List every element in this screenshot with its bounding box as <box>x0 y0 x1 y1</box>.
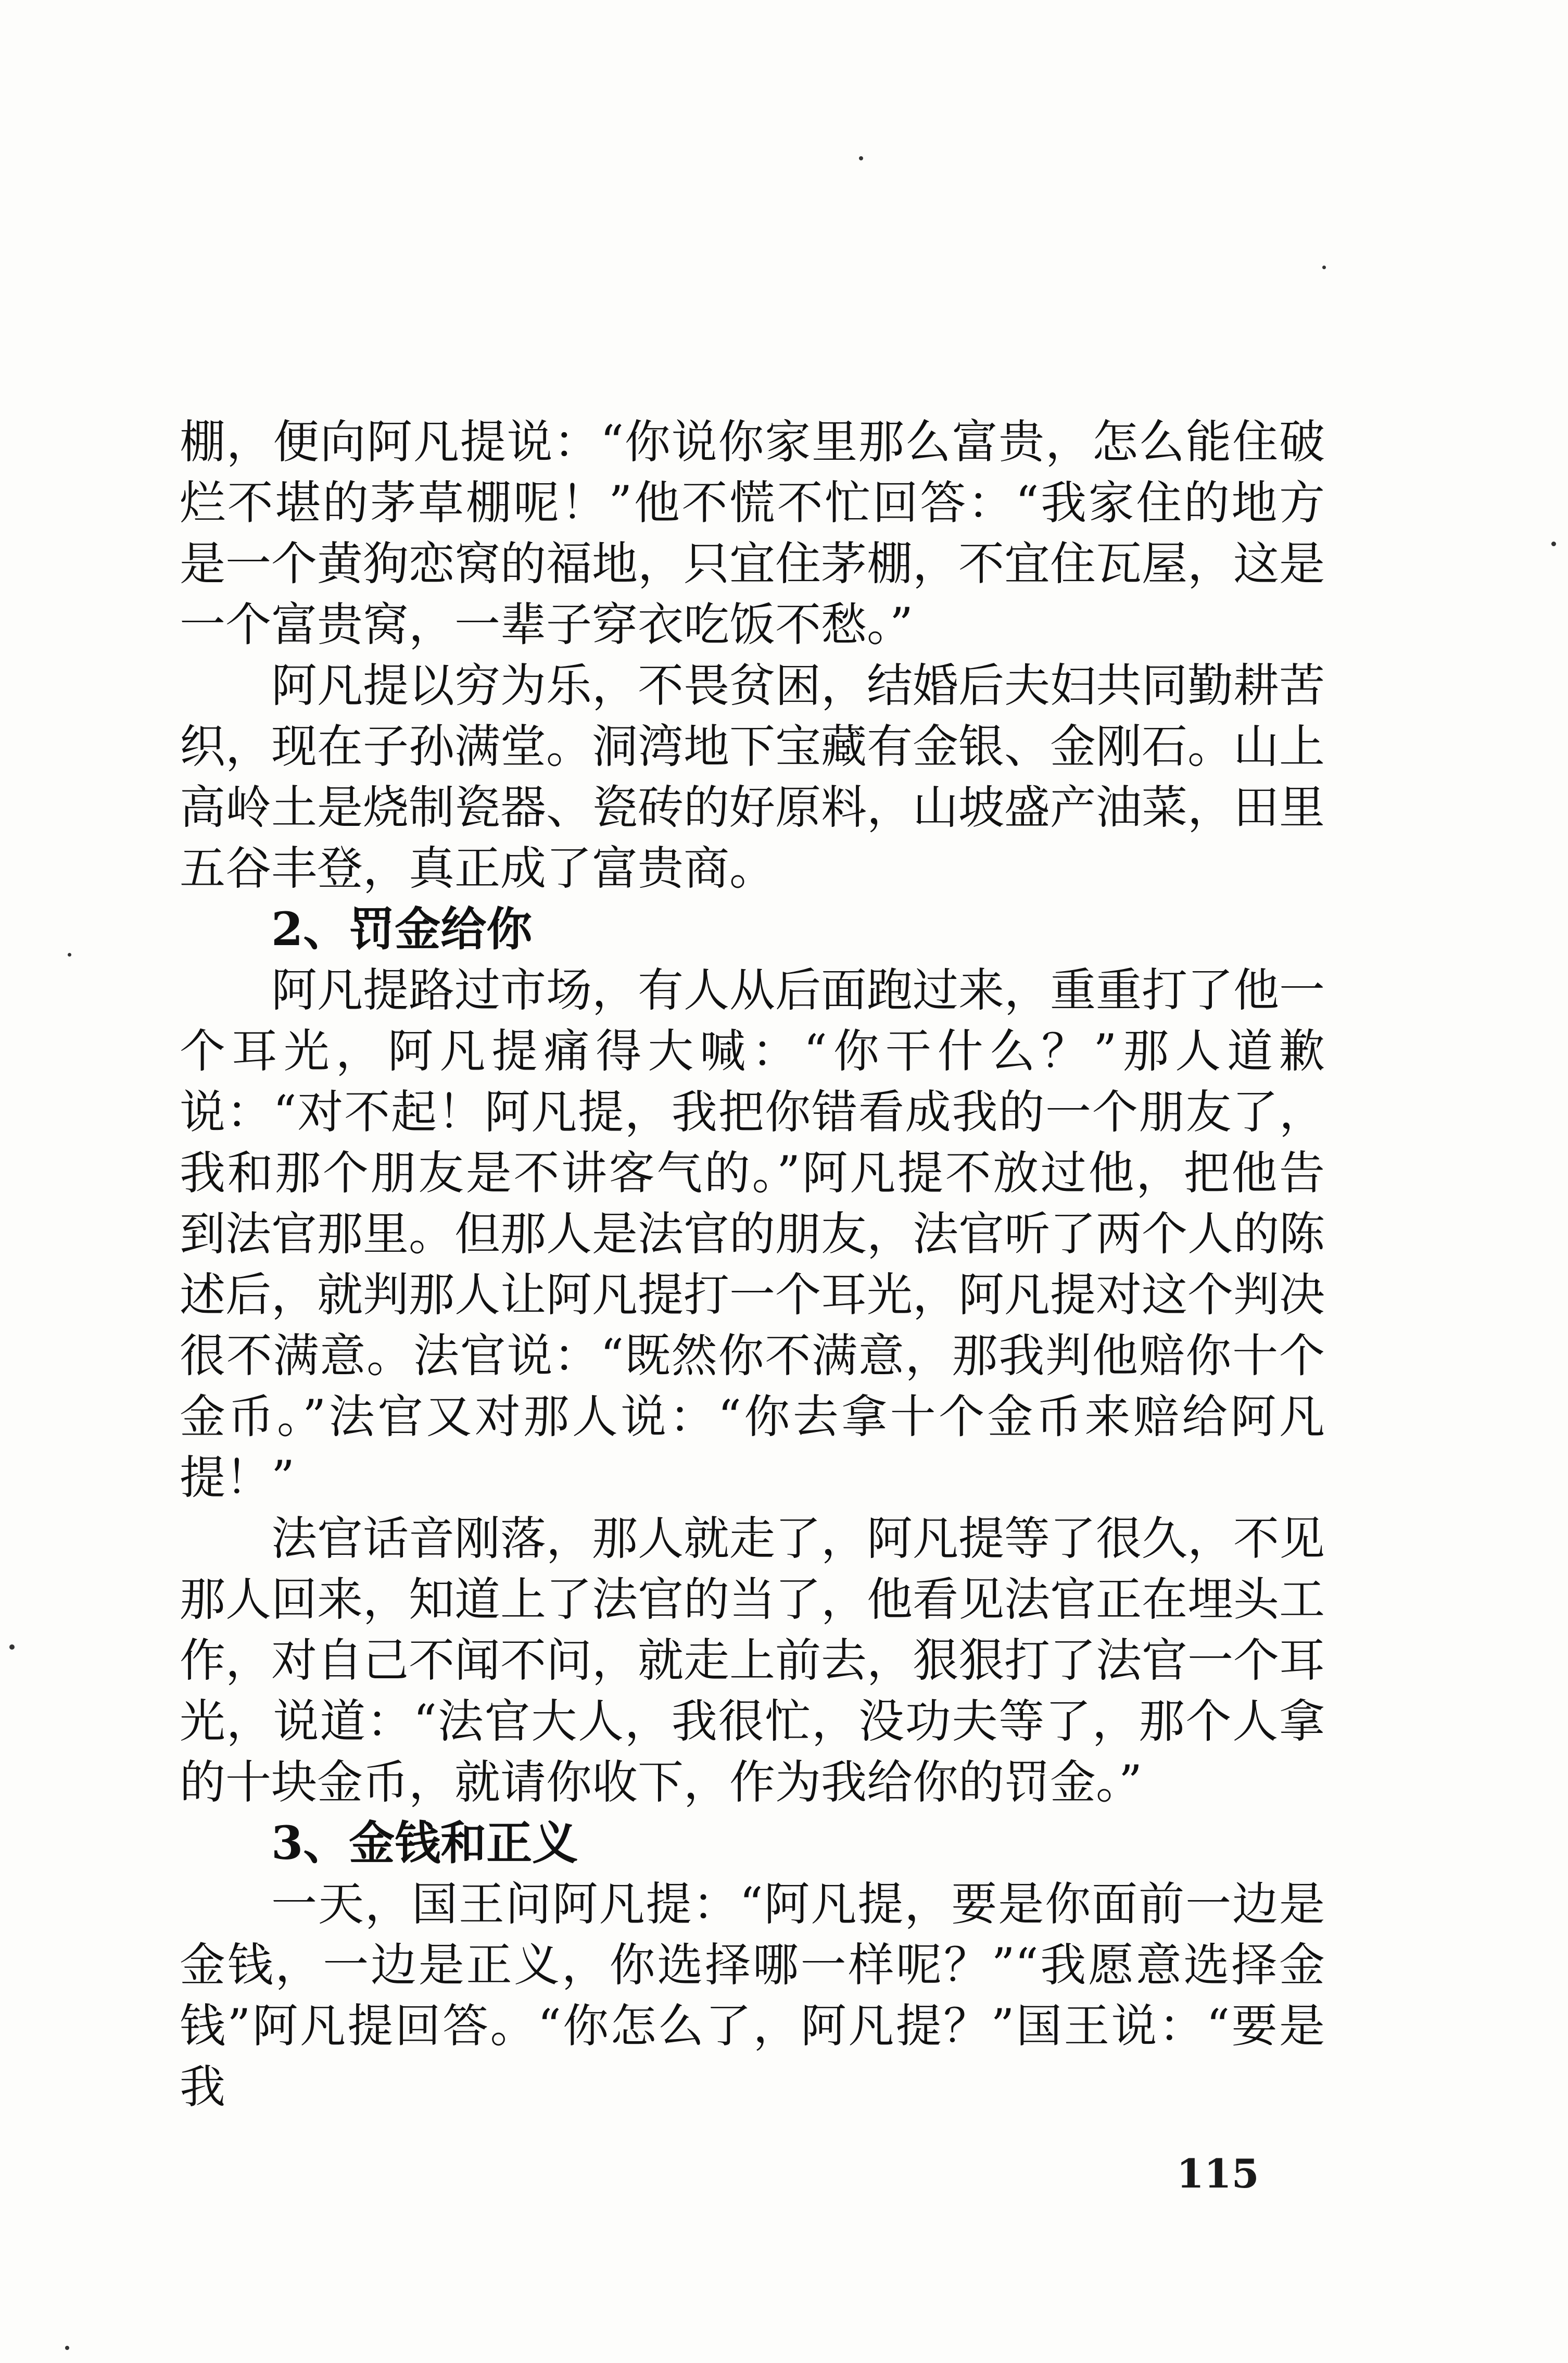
paragraph-5: 一天，国王问阿凡提：“阿凡提，要是你面前一边是金钱，一边是正义，你选择哪一样呢？”“我愿意选择金钱”阿凡提回答。“你怎么了，阿凡提？”国王说：“要是我 <box>180 1877 1325 2114</box>
section-heading-3: 3、金钱和正义 <box>271 1816 578 1870</box>
paragraph-3: 阿凡提路过市场，有人从后面跑过来，重重打了他一个耳光，阿凡提痛得大喊：“你干什么？”那人道歉说：“对不起！阿凡提，我把你错看成我的一个朋友了，我和那个朋友是不讲客气的。”阿凡提不放过他，把他告到法官那里。但那人是法官的朋友，法官听了两个人的陈述后，就判那人让阿凡提打一个耳光，阿凡提对这个判决很不满意。法官说：“既然你不满意，那我判他赔你十个金币。”法官又对那人说：“你去拿十个金币来赔给阿凡提！” <box>180 963 1325 1504</box>
body-text <box>180 411 1325 2117</box>
section-heading-2: 2、罚金给你 <box>271 902 533 956</box>
paragraph-1: 棚，便向阿凡提说：“你说你家里那么富贵，怎么能住破烂不堪的茅草棚呢！”他不慌不忙回答：“我家住的地方是一个黄狗恋窝的福地，只宜住茅棚，不宜住瓦屋，这是一个富贵窝，一辈子穿衣吃饭不愁。” <box>180 415 1325 651</box>
scan-speck <box>1551 542 1556 546</box>
scan-speck <box>9 1644 15 1650</box>
scan-speck <box>859 156 863 160</box>
scan-speck <box>65 2346 69 2350</box>
paragraph-2: 阿凡提以穷为乐，不畏贫困，结婚后夫妇共同勤耕苦织，现在子孙满堂。洞湾地下宝藏有金银、金刚石。山上高岭土是烧制瓷器、瓷砖的好原料，山坡盛产油菜，田里五谷丰登，真正成了富贵商。 <box>180 659 1325 895</box>
scan-speck <box>68 953 71 957</box>
page-number: 115 <box>1177 2151 1259 2197</box>
scan-speck <box>1322 266 1326 269</box>
paragraph-4: 法官话音刚落，那人就走了，阿凡提等了很久，不见那人回来，知道上了法官的当了，他看见法官正在埋头工作，对自己不闻不问，就走上前去，狠狠打了法官一个耳光，说道：“法官大人，我很忙，没功夫等了，那个人拿的十块金币，就请你收下，作为我给你的罚金。” <box>180 1512 1325 1809</box>
